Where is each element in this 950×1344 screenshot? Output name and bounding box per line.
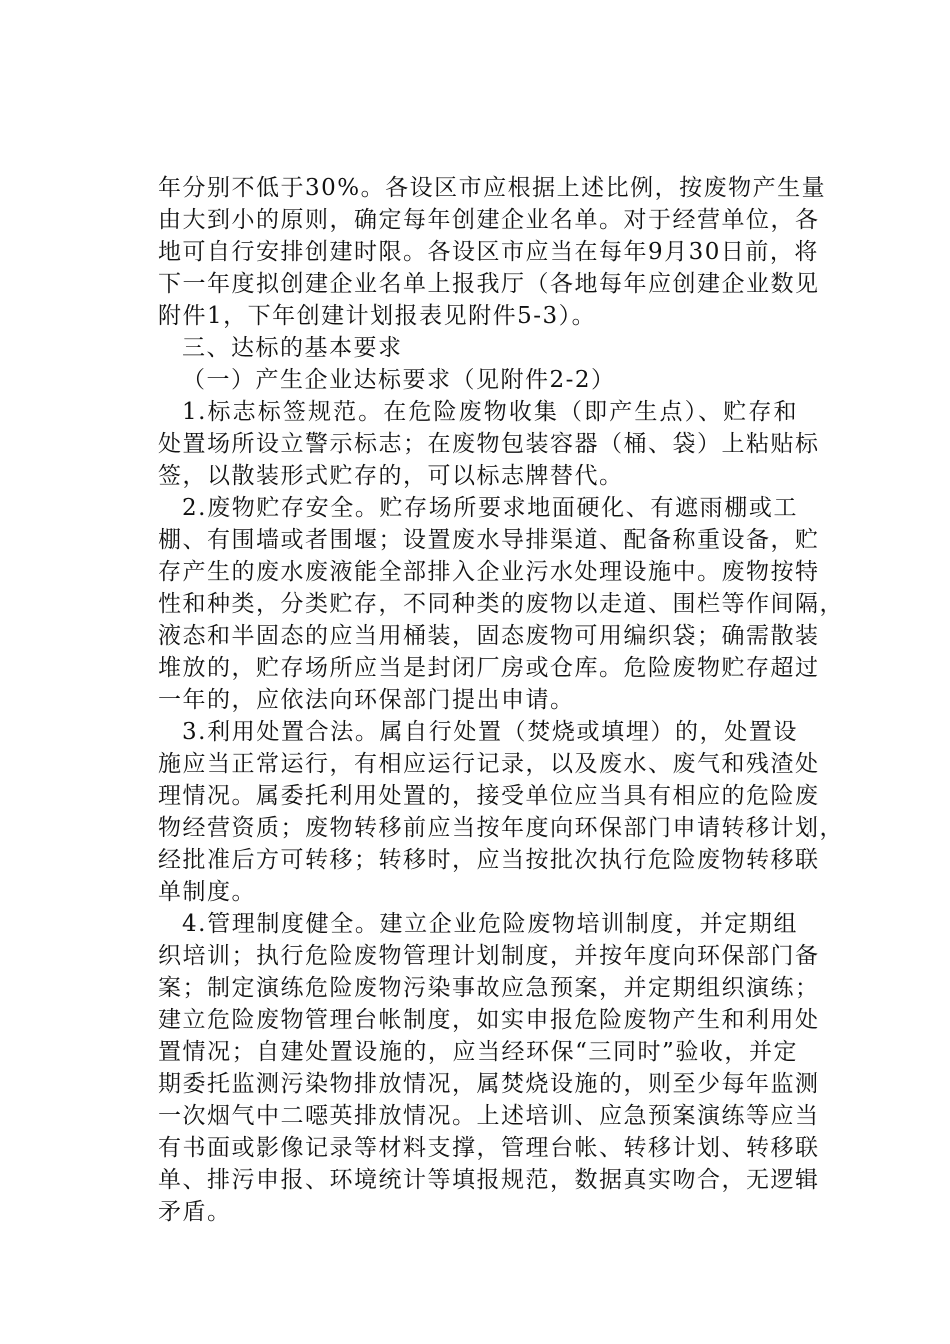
- text-line: 1.标志标签规范。在危险废物收集（即产生点）、贮存和: [182, 399, 798, 425]
- text-line: 单制度。: [158, 879, 256, 905]
- subsection-heading: （一）产生企业达标要求（见附件2-2）: [182, 367, 616, 393]
- text-line: 4.管理制度健全。建立企业危险废物培训制度，并定期组: [182, 911, 798, 937]
- text-line: 年分别不低于30%。各设区市应根据上述比例，按废物产生量: [158, 175, 827, 201]
- text-line: 一年的，应依法向环保部门提出申请。: [158, 687, 575, 713]
- text-line: 签，以散装形式贮存的，可以标志牌替代。: [158, 463, 624, 489]
- text-line: 一次烟气中二噁英排放情况。上述培训、应急预案演练等应当: [158, 1103, 820, 1129]
- text-line: 由大到小的原则，确定每年创建企业名单。对于经营单位，各: [158, 207, 820, 233]
- section-heading: 三、达标的基本要求: [182, 335, 403, 361]
- text-line: 液态和半固态的应当用桶装，固态废物可用编织袋；确需散装: [158, 623, 820, 649]
- text-line: 单、排污申报、环境统计等填报规范，数据真实吻合，无逻辑: [158, 1167, 820, 1193]
- text-line: 物经营资质；废物转移前应当按年度向环保部门申请转移计划，: [158, 815, 844, 841]
- text-line: 置情况；自建处置设施的，应当经环保“三同时”验收，并定: [158, 1039, 798, 1065]
- text-line: 有书面或影像记录等材料支撑，管理台帐、转移计划、转移联: [158, 1135, 820, 1161]
- text-line: 地可自行安排创建时限。各设区市应当在每年9月30日前，将: [158, 239, 819, 265]
- text-line: 存产生的废水废液能全部排入企业污水处理设施中。废物按特: [158, 559, 820, 585]
- text-line: 2.废物贮存安全。贮存场所要求地面硬化、有遮雨棚或工: [182, 495, 798, 521]
- text-line: 处置场所设立警示标志；在废物包装容器（桶、袋）上粘贴标: [158, 431, 820, 457]
- text-line: 矛盾。: [158, 1199, 232, 1225]
- text-line: 附件1，下年创建计划报表见附件5-3）。: [158, 303, 597, 329]
- text-line: 案；制定演练危险废物污染事故应急预案，并定期组织演练；: [158, 975, 820, 1001]
- text-line: 施应当正常运行，有相应运行记录，以及废水、废气和残渣处: [158, 751, 820, 777]
- document-body: [158, 172, 844, 1228]
- text-line: 期委托监测污染物排放情况，属焚烧设施的，则至少每年监测: [158, 1071, 820, 1097]
- text-line: 3.利用处置合法。属自行处置（焚烧或填埋）的，处置设: [182, 719, 798, 745]
- text-line: 下一年度拟创建企业名单上报我厅（各地每年应创建企业数见: [158, 271, 820, 297]
- text-line: 建立危险废物管理台帐制度，如实申报危险废物产生和利用处: [158, 1007, 820, 1033]
- text-line: 堆放的，贮存场所应当是封闭厂房或仓库。危险废物贮存超过: [158, 655, 820, 681]
- text-line: 织培训；执行危险废物管理计划制度，并按年度向环保部门备: [158, 943, 820, 969]
- text-line: 理情况。属委托利用处置的，接受单位应当具有相应的危险废: [158, 783, 820, 809]
- text-line: 棚、有围墙或者围堰；设置废水导排渠道、配备称重设备，贮: [158, 527, 820, 553]
- text-line: 性和种类，分类贮存，不同种类的废物以走道、围栏等作间隔，: [158, 591, 844, 617]
- text-line: 经批准后方可转移；转移时，应当按批次执行危险废物转移联: [158, 847, 820, 873]
